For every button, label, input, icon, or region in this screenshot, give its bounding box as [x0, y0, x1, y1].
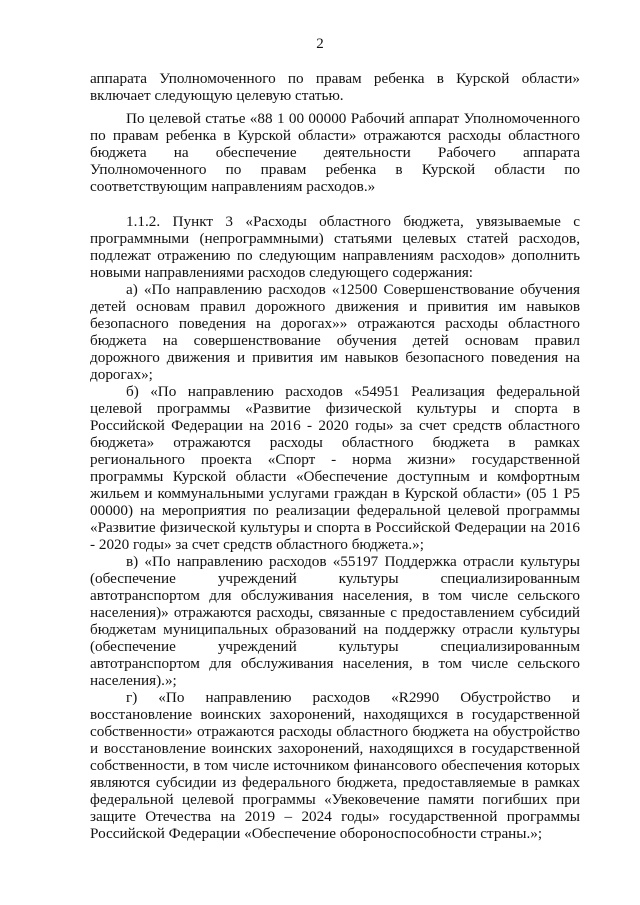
text-line: являются субсидии из федерального бюджета, предоставляемые в рамках — [90, 774, 580, 791]
text-line: г) «По направлению расходов «R2990 Обустройство и — [126, 689, 580, 706]
text-line: автотранспортом для обслуживания населения, в том числе сельского — [90, 587, 580, 604]
text-line: по правам ребенка в Курской области» отражаются расходы областного — [90, 127, 580, 144]
text-line: бюджета на совершенствование обучения детей основам правил — [90, 332, 580, 349]
text-line: защите Отечества на 2019 – 2024 годы» государственной программы — [90, 808, 580, 825]
text-line: дорожного движения и привития им навыков безопасного поведения на — [90, 349, 580, 366]
text-line: а) «По направлению расходов «12500 Совершенствование обучения — [126, 281, 580, 298]
text-line: программы Курской области «Обеспечение доступным и комфортным — [90, 468, 580, 485]
text-line: включает следующую целевую статью. — [90, 87, 344, 104]
text-line: населения)» отражаются расходы, связанные с предоставлением субсидий — [90, 604, 580, 621]
text-line: (обеспечение учреждений культуры специализированным — [90, 638, 580, 655]
text-line: программными (непрограммными) статьями целевых статей расходов, — [90, 230, 580, 247]
text-line: Российской Федерации на 2016 - 2020 годы» за счет средств областного — [90, 417, 580, 434]
text-line: - 2020 годы» за счет средств областного бюджета.»; — [90, 536, 424, 553]
text-line: безопасного поведения на дорогах»» отражаются расходы областного — [90, 315, 580, 332]
text-line: дорогах»; — [90, 366, 153, 383]
text-line: детей основам правил дорожного движения и привития им навыков — [90, 298, 580, 315]
text-line: автотранспортом для обслуживания населения, в том числе сельского — [90, 655, 580, 672]
text-line: аппарата Уполномоченного по правам ребенка в Курской области» — [90, 70, 580, 87]
text-line: целевой программы «Развитие физической культуры и спорта в — [90, 400, 580, 417]
text-line: бюджета» отражаются расходы областного бюджета в рамках — [90, 434, 580, 451]
text-line: в) «По направлению расходов «55197 Поддержка отрасли культуры — [126, 553, 580, 570]
text-line: 1.1.2. Пункт 3 «Расходы областного бюджета, увязываемые с — [126, 213, 580, 230]
text-line: собственности, в том числе источником финансового обеспечения которых — [90, 757, 580, 774]
text-line: соответствующим направлениям расходов.» — [90, 178, 376, 195]
text-line: восстановление воинских захоронений, находящихся в государственной — [90, 706, 580, 723]
text-line: бюджета на обеспечение деятельности Рабочего аппарата — [90, 144, 580, 161]
text-line: б) «По направлению расходов «54951 Реализация федеральной — [126, 383, 580, 400]
text-line: жильем и коммунальными услугами граждан в Курской области» (05 1 Р5 — [90, 485, 580, 502]
text-line: «Развитие физической культуры и спорта в Российской Федерации на 2016 — [90, 519, 580, 536]
text-line: По целевой статье «88 1 00 00000 Рабочий аппарат Уполномоченного — [126, 110, 580, 127]
text-line: бюджетам муниципальных образований на поддержку отрасли культуры — [90, 621, 580, 638]
text-line: 00000) на мероприятия по реализации федеральной целевой программы — [90, 502, 580, 519]
text-line: (обеспечение учреждений культуры специализированным — [90, 570, 580, 587]
text-line: регионального проекта «Спорт - норма жизни» государственной — [90, 451, 580, 468]
text-line: и восстановление воинских захоронений, находящихся в государственной — [90, 740, 580, 757]
text-line: Российской Федерации «Обеспечение обороноспособности страны.»; — [90, 825, 543, 842]
page-number: 2 — [316, 36, 324, 52]
text-line: федеральной целевой программы «Увековечение памяти погибших при — [90, 791, 580, 808]
text-line: подлежат отражению по следующим направлениям расходов» дополнить — [90, 247, 580, 264]
text-line: новыми направлениями расходов следующего содержания: — [90, 264, 474, 281]
text-line: населения).»; — [90, 672, 177, 689]
text-line: Уполномоченного по правам ребенка в Курской области по — [90, 161, 580, 178]
text-line: собственности» отражаются расходы областного бюджета на обустройство — [90, 723, 580, 740]
